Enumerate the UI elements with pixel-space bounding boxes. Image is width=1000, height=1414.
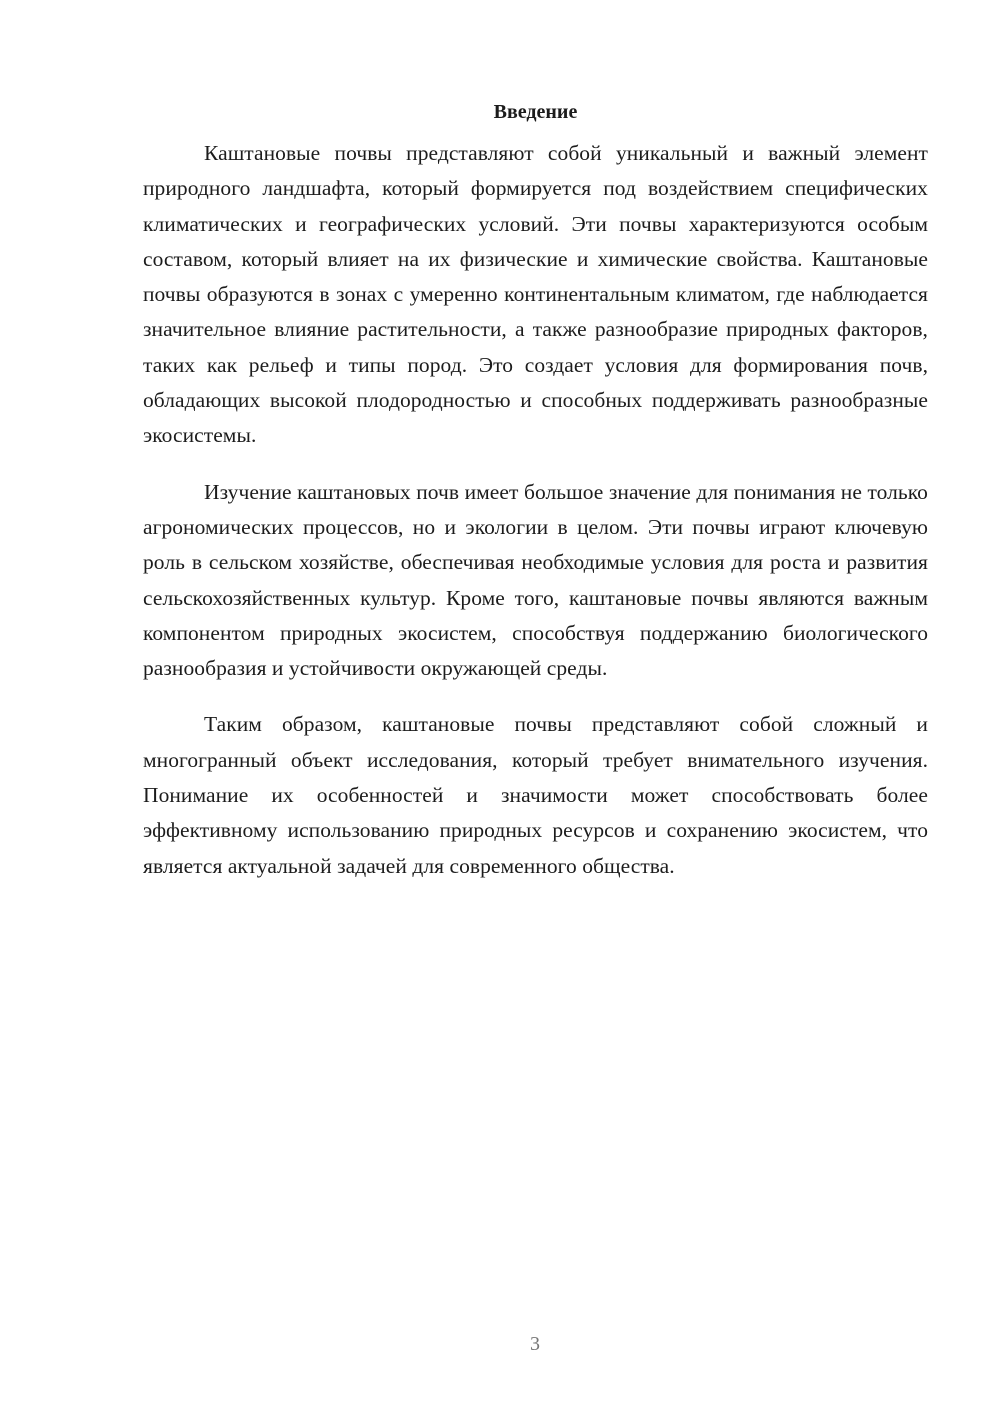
page-number: 3 [530, 1333, 540, 1355]
page-content [143, 96, 928, 884]
paragraph-2: Изучение каштановых почв имеет большое значение для понимания не только агрономических процессов, но и экологии в целом. Эти почвы играют ключевую роль в сельском хозяйстве, обеспечивая необходимые условия для роста и развития сельскохозяйственных культур. Кроме того, каштановые почвы являются важным компонентом природных экосистем, способствуя поддержанию биологического разнообразия и устойчивости окружающей среды. [143, 479, 928, 681]
paragraph-3: Таким образом, каштановые почвы представляют собой сложный и многогранный объект исследования, который требует внимательного изучения. Понимание их особенностей и значимости может способствовать более эффективному использованию природных ресурсов и сохранению экосистем, что является актуальной задачей для современного общества. [143, 712, 928, 878]
paragraph-1: Каштановые почвы представляют собой уникальный и важный элемент природного ландшафта, который формируется под воздействием специфических климатических и географических условий. Эти почвы характеризуются особым составом, который влияет на их физические и химические свойства. Каштановые почвы образуются в зонах с умеренно континентальным климатом, где наблюдается значительное влияние растительности, а также разнообразие природных факторов, таких как рельеф и типы пород. Это создает условия для формирования почв, обладающих высокой плодородностью и способных поддерживать разнообразные экосистемы. [143, 141, 928, 448]
section-title: Введение [493, 101, 578, 123]
